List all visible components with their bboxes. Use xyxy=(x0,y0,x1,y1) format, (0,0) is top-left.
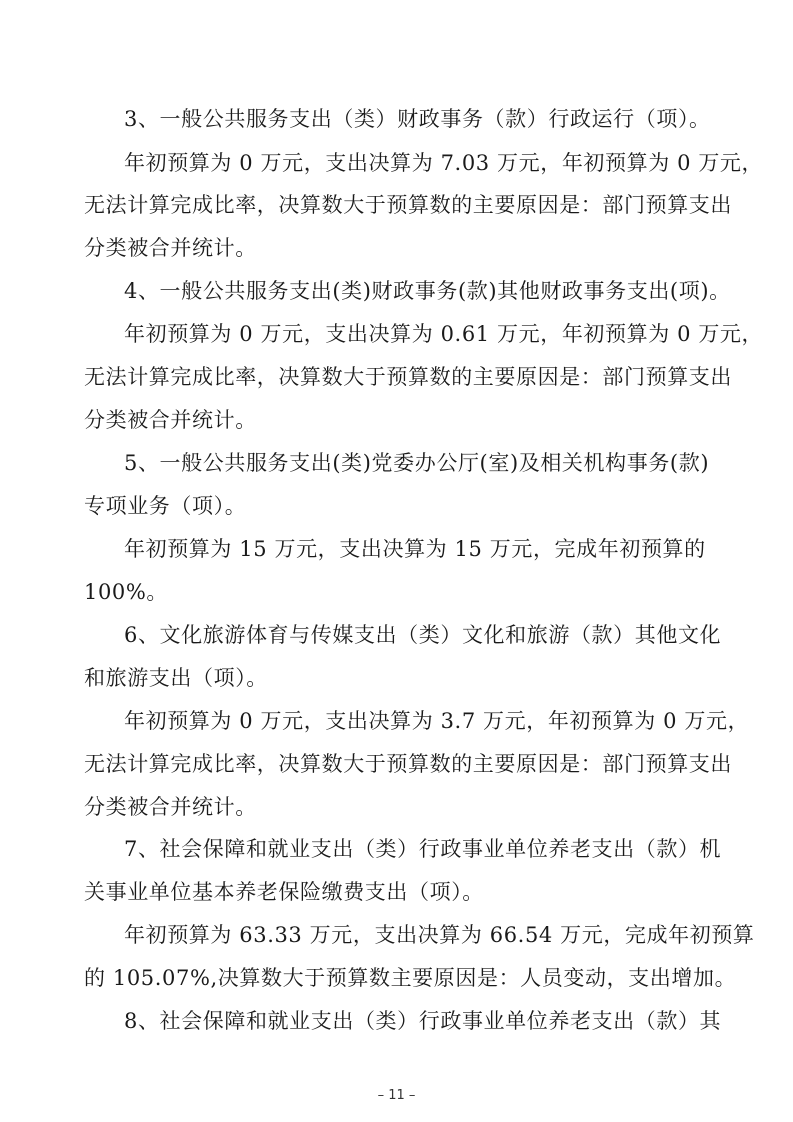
section-6-para-line: 年初预算为 0 万元，支出决算为 3.7 万元，年初预算为 0 万元， xyxy=(124,709,750,733)
section-5-heading-cont: 专项业务（项）。 xyxy=(84,494,247,518)
section-3-para-line: 分类被合并统计。 xyxy=(84,236,257,260)
section-5-para-line: 年初预算为 15 万元，支出决算为 15 万元，完成年初预算的 xyxy=(124,537,706,561)
section-7-heading-cont: 关事业单位基本养老保险缴费支出（项）。 xyxy=(84,880,484,904)
section-6-para-line: 分类被合并统计。 xyxy=(84,795,257,819)
section-7-heading: 7、社会保障和就业支出（类）行政事业单位养老支出（款）机 xyxy=(124,837,722,861)
page-number: – 11 – xyxy=(377,1088,416,1103)
section-3-para-line: 无法计算完成比率，决算数大于预算数的主要原因是：部门预算支出 xyxy=(84,193,732,217)
section-7-para-line: 年初预算为 63.33 万元，支出决算为 66.54 万元，完成年初预算 xyxy=(124,923,755,947)
section-4-para-line: 无法计算完成比率，决算数大于预算数的主要原因是：部门预算支出 xyxy=(84,365,732,389)
section-3-heading: 3、一般公共服务支出（类）财政事务（款）行政运行（项）。 xyxy=(124,107,711,131)
section-6-heading-cont: 和旅游支出（项）。 xyxy=(84,666,268,690)
section-5-para-line: 100%。 xyxy=(84,580,169,604)
section-4-heading: 4、一般公共服务支出(类)财政事务(款)其他财政事务支出(项)。 xyxy=(124,279,731,303)
section-8-heading: 8、社会保障和就业支出（类）行政事业单位养老支出（款）其 xyxy=(124,1009,722,1033)
section-6-para-line: 无法计算完成比率，决算数大于预算数的主要原因是：部门预算支出 xyxy=(84,752,732,776)
section-5-heading: 5、一般公共服务支出(类)党委办公厅(室)及相关机构事务(款) xyxy=(124,451,710,475)
section-4-para-line: 年初预算为 0 万元，支出决算为 0.61 万元，年初预算为 0 万元， xyxy=(124,322,764,346)
section-6-heading: 6、文化旅游体育与传媒支出（类）文化和旅游（款）其他文化 xyxy=(124,623,722,647)
section-7-para-line: 的 105.07%,决算数大于预算数主要原因是：人员变动，支出增加。 xyxy=(84,966,737,990)
section-4-para-line: 分类被合并统计。 xyxy=(84,408,257,432)
section-3-para-line: 年初预算为 0 万元，支出决算为 7.03 万元，年初预算为 0 万元， xyxy=(124,151,764,175)
